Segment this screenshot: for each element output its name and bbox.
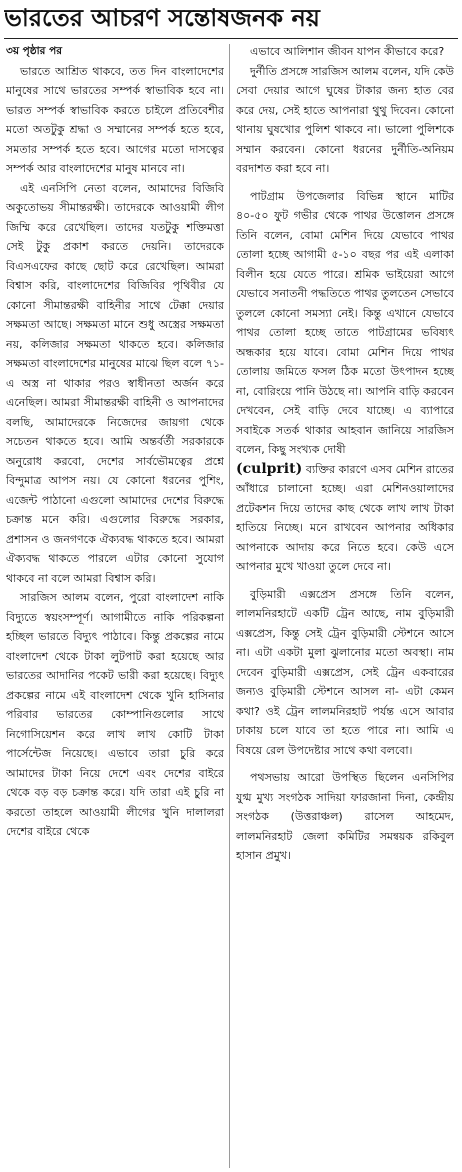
headline: ভারতের আচরণ সন্তোষজনক নয়	[4, 4, 320, 32]
paragraph: এভাবে আলিশান জীবন যাপন কীভাবে করে?	[250, 45, 445, 58]
left-column	[6, 42, 224, 1170]
paragraph-text: ব্যক্তির কারণে এসব মেশিন রাতের আঁধারে চালানো হচ্ছে। এরা মেশিনওয়ালাদের প্রটেকশন দিয়ে তাদের কাছ থেকে লাখ লাখ টাকা হাতিয়ে নিচ্ছে। মনে রাখবেন আপনার অধিকার আপনাকে আদায় করে নিতে হবে। কেউ এসে আপনার মুখে খাওয়া তুলে দেবে না।	[236, 462, 454, 573]
column-divider	[229, 44, 230, 1168]
headline-rule	[4, 38, 458, 39]
paragraph: দুর্নীতি প্রসঙ্গে সারজিস আলম বলেন, যদি কেউ সেবা দেয়ার আগে ঘুষের টাকার জন্য হাত বের করে দেয়, সেই হাতে আপনারা থুথু দিবেন। কোনো থানায় ঘুষখোর পুলিশ থাকবে না। ভালো পুলিশকে সম্মান করবেন। কোনো ধরনের দুর্নীতি-অনিয়ম বরদাশত করা হবে না।	[236, 64, 454, 175]
paragraph: এই এনসিপি নেতা বলেন, আমাদের বিজিবি অকুতোভয় সীমান্তরক্ষী। তাদেরকে আওয়ামী লীগ জিম্মি করে রেখেছিল। তাদের যতটুকু শক্তিমত্তা সেই টুকু প্রকাশ করতে দেয়নি। তাদেরকে বিএসএফের কাছে ছোট করে রেখেছিল। আমরা বিশ্বাস করি, বাংলাদেশের বিজিবির পৃথিবীর যে কোনো সীমান্তরক্ষী বাহিনীর সাথে টেক্কা দেয়ার সক্ষমতা আছে। সক্ষমতা মানে শুধু অস্ত্রের সক্ষমতা নয়, কলিজার সক্ষমতা থাকতে হবে। কলিজার সক্ষমতা বাংলাদেশের মানুষের মাঝে ছিল বলে ৭১-এ অস্ত্র না থাকার পরও স্বাধীনতা অর্জন করে এনেছিল। আমরা সীমান্তরক্ষী বাহিনী ও আপনাদের বলছি, আমাদেরকে নিজেদের জায়গা থেকে সচেতন থাকতে হবে। আমি অন্তর্বর্তী সরকারকে অনুরোধ করবো, দেশের সার্বভৌমত্বের প্রশ্নে বিন্দুমাত্র আপস নয়। যে কোনো ধরনের পুশিং, এজেন্ট পাঠানো এগুলো আমাদের দেশের বিরুদ্ধে চক্রান্ত মনে করি। এগুলোর বিরুদ্ধে সরকার, প্রশাসন ও জনগণকে ঐক্যবদ্ধ থাকতে হবে। আমরা ঐক্যবদ্ধ থাকতে পারলে এটার কোনো সুযোগ থাকবে না বলে আমরা বিশ্বাস করি।	[6, 181, 224, 585]
paragraph: পথসভায় আরো উপস্থিত ছিলেন এনসিপির যুগ্ম মুখ্য সংগঠক সাদিয়া ফারজানা দিনা, কেন্দ্রীয় সংগঠক (উত্তরাঞ্চল) রাসেল আহমেদ, লালমনিরহাট জেলা কমিটির সমন্বয়ক রকিবুল হাসান প্রমুখ।	[236, 771, 454, 862]
continued-from-label: ৩য় পৃষ্ঠার পর	[6, 45, 63, 57]
paragraph-culprit	[236, 460, 454, 577]
english-term: (culprit)	[236, 460, 303, 477]
right-column	[236, 42, 454, 1170]
paragraph: বুড়িমারী এক্সপ্রেস প্রসঙ্গে তিনি বলেন, লালমনিরহাটে একটি ট্রেন আছে, নাম বুড়িমারী এক্সপ্রেস, কিন্তু সেই ট্রেন বুড়িমারী স্টেশনে আসে না। এটা একটা মুলা ঝুলানোর মতো অবস্থা। নাম দেবেন বুড়িমারী এক্সপ্রেস, সেই ট্রেন একবারের জন্যও বুড়িমারী স্টেশনে আসল না- এটা কেমন কথা? ওই ট্রেন লালমনিরহাট পর্যন্ত এসে আবার ঢাকায় চলে যাবে তা হতে পারে না। আমি এ বিষয়ে রেল উপদেষ্টার সাথে কথা বলবো।	[236, 587, 454, 757]
paragraph: ভারতে আশ্রিত থাকবে, তত দিন বাংলাদেশের মানুষের সাথে ভারতের সম্পর্ক স্বাভাবিক হবে না। ভারত সম্পর্ক স্বাভাবিক করতে চাইলে প্রতিবেশীর মতো অতটুকু শ্রদ্ধা ও সম্মানের সম্পর্ক হতে হবে, সমতার সম্পর্ক হতে হবে। আগের মতো দাসত্বের সম্পর্ক আর বাংলাদেশের মানুষ মানবে না।	[6, 64, 224, 175]
paragraph: সারজিস আলম বলেন, পুরো বাংলাদেশ নাকি বিদ্যুতে স্বয়ংসম্পূর্ণ। আগামীতে নাকি পরিকল্পনা হচ্ছিল ভারতে বিদ্যুৎ পাঠাবে। কিন্তু প্রকল্পের নামে বাংলাদেশ থেকে টাকা লুটপাট করা হয়েছে আর ভারতের আদানির পকেট ভারী করা হয়েছে। বিদ্যুৎ প্রকল্পের নামে এই বাংলাদেশ থেকে খুনি হাসিনার পরিবার ভারতের কোম্পানিগুলোর সাথে নিগোসিয়েশন করে লাখ লাখ কোটি টাকা পার্সেন্টেজ নিয়েছে। এভাবে তারা চুরি করে আমাদের টাকা নিয়ে দেশে এবং দেশের বাইরে থেকে বড় বড় চক্রান্ত করে। যদি তারা এই চুরি না করতো তাহলে আওয়ামী লীগের খুনি দালালরা দেশের বাইরে থেকে	[6, 591, 224, 838]
paragraph: পাটগ্রাম উপজেলার বিভিন্ন স্থানে মাটির ৪০-৫০ ফুট গভীর থেকে পাথর উত্তোলন প্রসঙ্গে তিনি বলেন, বোমা মেশিন দিয়ে যেভাবে পাথর তোলা হচ্ছে আগামী ৫-১০ বছর পর এই এলাকা বিলীন হয়ে যেতে পারে। শ্রমিক ভাইয়েরা আগে যেভাবে সনাতনী পদ্ধতিতে পাথর তুলতেন সেভাবে তুললে কোনো সমস্যা নেই। কিন্তু এখানে যেভাবে পাথর তোলা হচ্ছে তাতে পাটগ্রামের ভবিষ্যৎ অন্ধকার হয়ে যাবে। বোমা মেশিন দিয়ে পাথর তোলায় জমিতে ফসল ঠিক মতো উৎপাদন হচ্ছে না, বোরিংয়ে পানি উঠছে না। আপনি বাড়ি করবেন দেখবেন, সেই বাড়ি দেবে যাচ্ছে। এ ব্যাপারে সবাইকে সতর্ক থাকার আহবান জানিয়ে সারজিস বলেন, কিছু সংখ্যক দোষী	[236, 189, 454, 456]
